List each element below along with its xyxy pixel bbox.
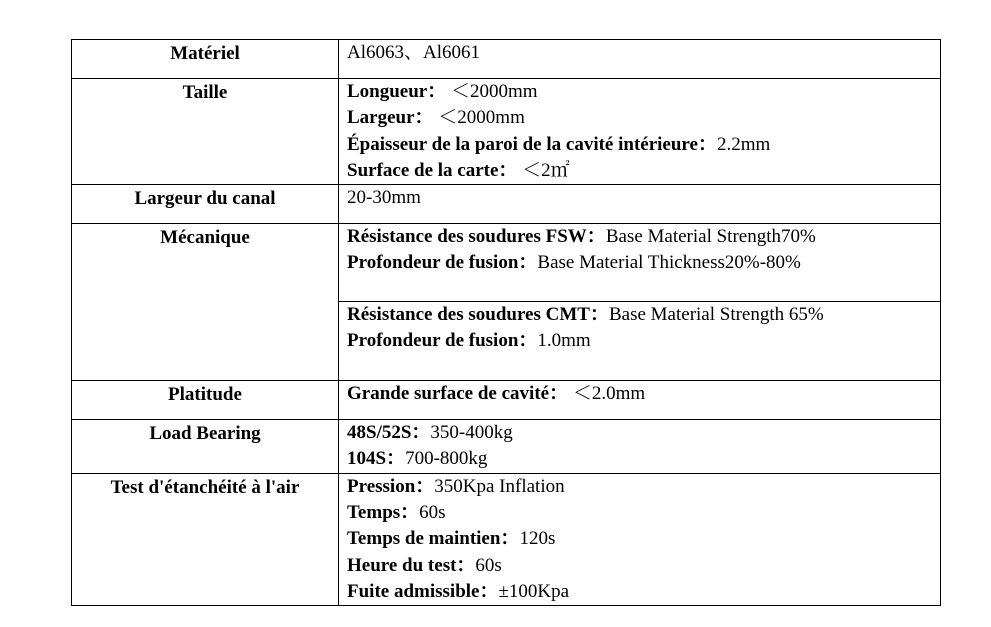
row-label-test-etancheite: Test d'étanchéité à l'air xyxy=(72,473,339,605)
value-line xyxy=(347,224,940,250)
line-key: Épaisseur de la paroi de la cavité intérieure： xyxy=(347,133,717,155)
line-value: ＜2㎡ xyxy=(517,159,570,181)
line-key: Temps： xyxy=(347,502,420,524)
line-value: Base Material Thickness20%-80% xyxy=(537,252,801,274)
value-line xyxy=(347,553,940,579)
row-value-load-bearing xyxy=(339,420,941,474)
table-row xyxy=(72,185,941,224)
row-value-largeur-canal xyxy=(339,185,941,224)
value-line xyxy=(347,328,940,354)
line-key: Heure du test： xyxy=(347,554,476,576)
line-key: Résistance des soudures CMT： xyxy=(347,304,609,326)
line-value: ＜2000mm xyxy=(433,107,525,129)
row-value-test-etancheite xyxy=(339,473,941,605)
line-value: ＜2.0mm xyxy=(568,383,646,405)
row-label-load-bearing: Load Bearing xyxy=(72,420,339,474)
value-line xyxy=(347,185,940,211)
spec-table xyxy=(71,39,941,606)
line-key: Longueur： xyxy=(347,81,447,102)
line-key: 48S/52S： xyxy=(347,422,431,444)
value-line xyxy=(347,500,940,526)
row-label-taille: Taille xyxy=(72,79,339,185)
row-label-mecanique: Mécanique xyxy=(72,224,339,381)
line-value: 20-30mm xyxy=(347,187,421,209)
line-value: 350-400kg xyxy=(430,422,513,444)
value-line xyxy=(347,105,940,131)
line-key: Pression： xyxy=(347,475,435,497)
row-value-mecanique-fsw xyxy=(339,224,941,302)
line-key: Résistance des soudures FSW： xyxy=(347,226,606,248)
row-value-mecanique-cmt xyxy=(339,302,941,381)
value-line xyxy=(347,302,940,328)
row-label-materiel: Matériel xyxy=(72,40,339,79)
value-line xyxy=(347,40,940,66)
table-row xyxy=(72,224,941,302)
line-key: Fuite admissible： xyxy=(347,580,499,602)
line-value: 2.2mm xyxy=(716,133,771,155)
value-line xyxy=(347,579,940,605)
value-line xyxy=(347,132,940,158)
table-row xyxy=(72,79,941,185)
line-key: 104S： xyxy=(347,448,406,470)
line-value: 1.0mm xyxy=(537,330,591,352)
line-key: Largeur： xyxy=(347,107,434,129)
line-value: ±100Kpa xyxy=(498,580,570,602)
value-line xyxy=(347,526,940,552)
row-label-largeur-canal: Largeur du canal xyxy=(72,185,339,224)
line-key: Profondeur de fusion： xyxy=(347,252,538,274)
line-value: 350Kpa Inflation xyxy=(434,475,565,497)
value-line xyxy=(347,158,940,184)
table-row xyxy=(72,420,941,474)
row-value-taille xyxy=(339,79,941,185)
value-line xyxy=(347,381,940,407)
line-key: Temps de maintien： xyxy=(347,528,520,550)
line-value: 120s xyxy=(519,528,556,550)
line-value: Al6063、Al6061 xyxy=(347,42,481,63)
row-label-platitude: Platitude xyxy=(72,381,339,420)
row-value-materiel xyxy=(339,40,941,79)
line-value: 60s xyxy=(475,554,502,576)
line-value: Base Material Strength70% xyxy=(605,226,816,248)
table-row xyxy=(72,40,941,79)
value-line xyxy=(347,474,940,500)
value-line xyxy=(347,250,940,276)
row-value-platitude xyxy=(339,381,941,420)
table-row xyxy=(72,381,941,420)
line-key: Profondeur de fusion： xyxy=(347,330,538,352)
line-value: ＜2000mm xyxy=(446,81,538,102)
line-value: Base Material Strength 65% xyxy=(608,304,824,326)
value-line xyxy=(347,420,940,446)
line-key: Grande surface de cavité： xyxy=(347,383,569,405)
line-value: 60s xyxy=(419,502,446,524)
line-key: Surface de la carte： xyxy=(347,159,518,181)
table-row xyxy=(72,473,941,605)
value-line xyxy=(347,79,940,105)
line-value: 700-800kg xyxy=(405,448,488,470)
value-line xyxy=(347,446,940,472)
